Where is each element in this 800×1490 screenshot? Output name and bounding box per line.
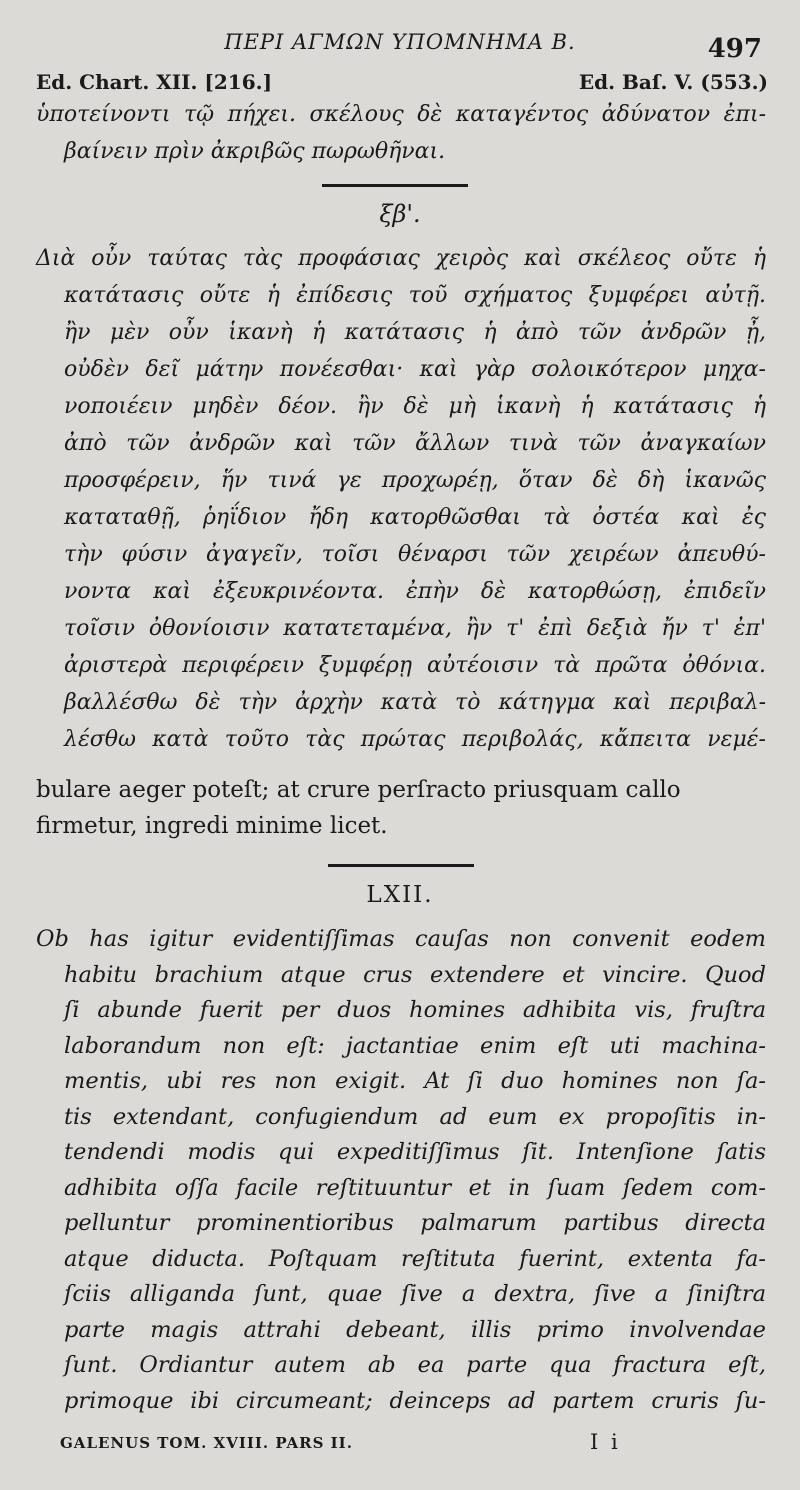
greek-section-text [36, 240, 766, 758]
greek-continuation-line: ὑποτείνοντι τῷ πήχει. σκέλους δὲ καταγέντος ἀδύνατον ἐπι- [36, 102, 766, 127]
latin-section-number: LXII. [366, 882, 434, 908]
latin-line: habitu brachium atque crus extendere et vincire. Quod [64, 961, 766, 988]
greek-line: νοντα καὶ ἐξευκρινέοντα. ἐπὴν δὲ κατορθώσῃ, ἐπιδεῖν [64, 579, 766, 604]
latin-continuation-line: bulare aeger poteſt; at crure perſracto priusquam callo [36, 777, 681, 803]
greek-line: Διὰ οὖν ταύτας τὰς προφάσιας χειρὸς καὶ σκέλεος οὔτε ἡ [36, 246, 766, 271]
greek-line: προσφέρειν, ἥν τινά γε προχωρέῃ, ὅταν δὲ δὴ ἱκανῶς [64, 468, 766, 493]
greek-line: ἀριστερὰ περιφέρειν ξυμφέρῃ αὐτέοισιν τὰ πρῶτα ὀθόνια. [64, 653, 766, 678]
section-divider [328, 864, 474, 867]
volume-signature: GALENUS TOM. XVIII. PARS II. [60, 1434, 353, 1452]
section-divider [322, 184, 468, 187]
greek-line: τοῖσιν ὀθονίοισιν κατατεταμένα, ἢν τ' ἐπὶ δεξιὰ ἤν τ' ἐπ' [64, 616, 766, 641]
greek-line: ἢν μὲν οὖν ἱκανὴ ἡ κατάτασις ἡ ἀπὸ τῶν ἀνδρῶν ᾖ, [64, 320, 766, 345]
latin-line: ſi abunde fuerit per duos homines adhibita vis, fruſtra [64, 997, 766, 1023]
greek-line: βαλλέσθω δὲ τὴν ἀρχὴν κατὰ τὸ κάτηγμα καὶ περιβαλ- [64, 690, 766, 715]
latin-line: pelluntur prominentioribus palmarum partibus directa [64, 1210, 766, 1236]
greek-line: κατάτασις οὔτε ἡ ἐπίδεσις τοῦ σχήματος ξυμφέρει αὐτῇ. [64, 283, 766, 308]
greek-line: λέσθω κατὰ τοῦτο τὰς πρώτας περιβολάς, κἄπειτα νεμέ- [64, 727, 766, 752]
greek-line: καταταθῇ, ῥηΐδιον ἤδη κατορθῶσθαι τὰ ὀστέα καὶ ἐς [64, 505, 766, 530]
latin-line: mentis, ubi res non exigit. At ſi duo homines non ſa- [64, 1068, 766, 1094]
edition-basel: Ed. Baſ. V. (553.) [578, 70, 768, 94]
greek-line: οὐδὲν δεῖ μάτην πονέεσθαι· καὶ γὰρ σολοικότερον μηχα- [64, 357, 766, 382]
greek-section-number: ξβ'. [379, 200, 421, 228]
latin-line: adhibita oſſa facile reſtituuntur et in ſuam ſedem com- [64, 1174, 766, 1201]
running-title: ΠΕΡΙ ΑΓΜΩΝ ΥΠΟΜΝΗΜΑ Β. [224, 30, 576, 54]
greek-line: τὴν φύσιν ἀγαγεῖν, τοῖσι θέναρσι τῶν χειρέων ἀπευθύ- [64, 542, 766, 567]
greek-continuation-line: βαίνειν πρὶν ἀκριβῶς πωρωθῆναι. [64, 139, 446, 164]
latin-line: tendendi modis qui expeditiſſimus ſit. Intenſione ſatis [64, 1139, 766, 1165]
latin-line: ſciis alliganda ſunt, quae ſive a dextra, ſive a ſiniſtra [64, 1281, 766, 1307]
latin-line: Ob has igitur evidentiſſimas cauſas non convenit eodem [36, 926, 766, 952]
edition-chartier: Ed. Chart. XII. [216.] [36, 70, 273, 94]
latin-line: laborandum non eſt: jactantiae enim eſt uti machina- [64, 1032, 766, 1059]
latin-section-text [36, 922, 766, 1419]
latin-line: atque diducta. Poſtquam reſtituta fuerint, extenta fa- [64, 1245, 766, 1272]
latin-continuation-line: firmetur, ingredi minime licet. [36, 813, 388, 839]
latin-line: tis extendant, confugiendum ad eum ex propoſitis in- [64, 1103, 766, 1130]
latin-line: parte magis attrahi debeant, illis primo involvendae [64, 1316, 766, 1343]
greek-line: νοποιέειν μηδὲν δέον. ἢν δὲ μὴ ἱκανὴ ἡ κατάτασις ἡ [64, 394, 766, 419]
latin-line: ſunt. Ordiantur autem ab ea parte qua fractura eſt, [64, 1352, 766, 1378]
page-footer [60, 1430, 740, 1454]
greek-continuation [36, 96, 766, 170]
gathering-signature: I i [590, 1430, 621, 1454]
page-number: 497 [707, 34, 762, 64]
latin-line: primoque ibi circumeant; deinceps ad partem cruris ſu- [64, 1387, 766, 1414]
latin-continuation [36, 772, 766, 844]
greek-line: ἀπὸ τῶν ἀνδρῶν καὶ τῶν ἄλλων τινὰ τῶν ἀναγκαίων [64, 431, 766, 456]
